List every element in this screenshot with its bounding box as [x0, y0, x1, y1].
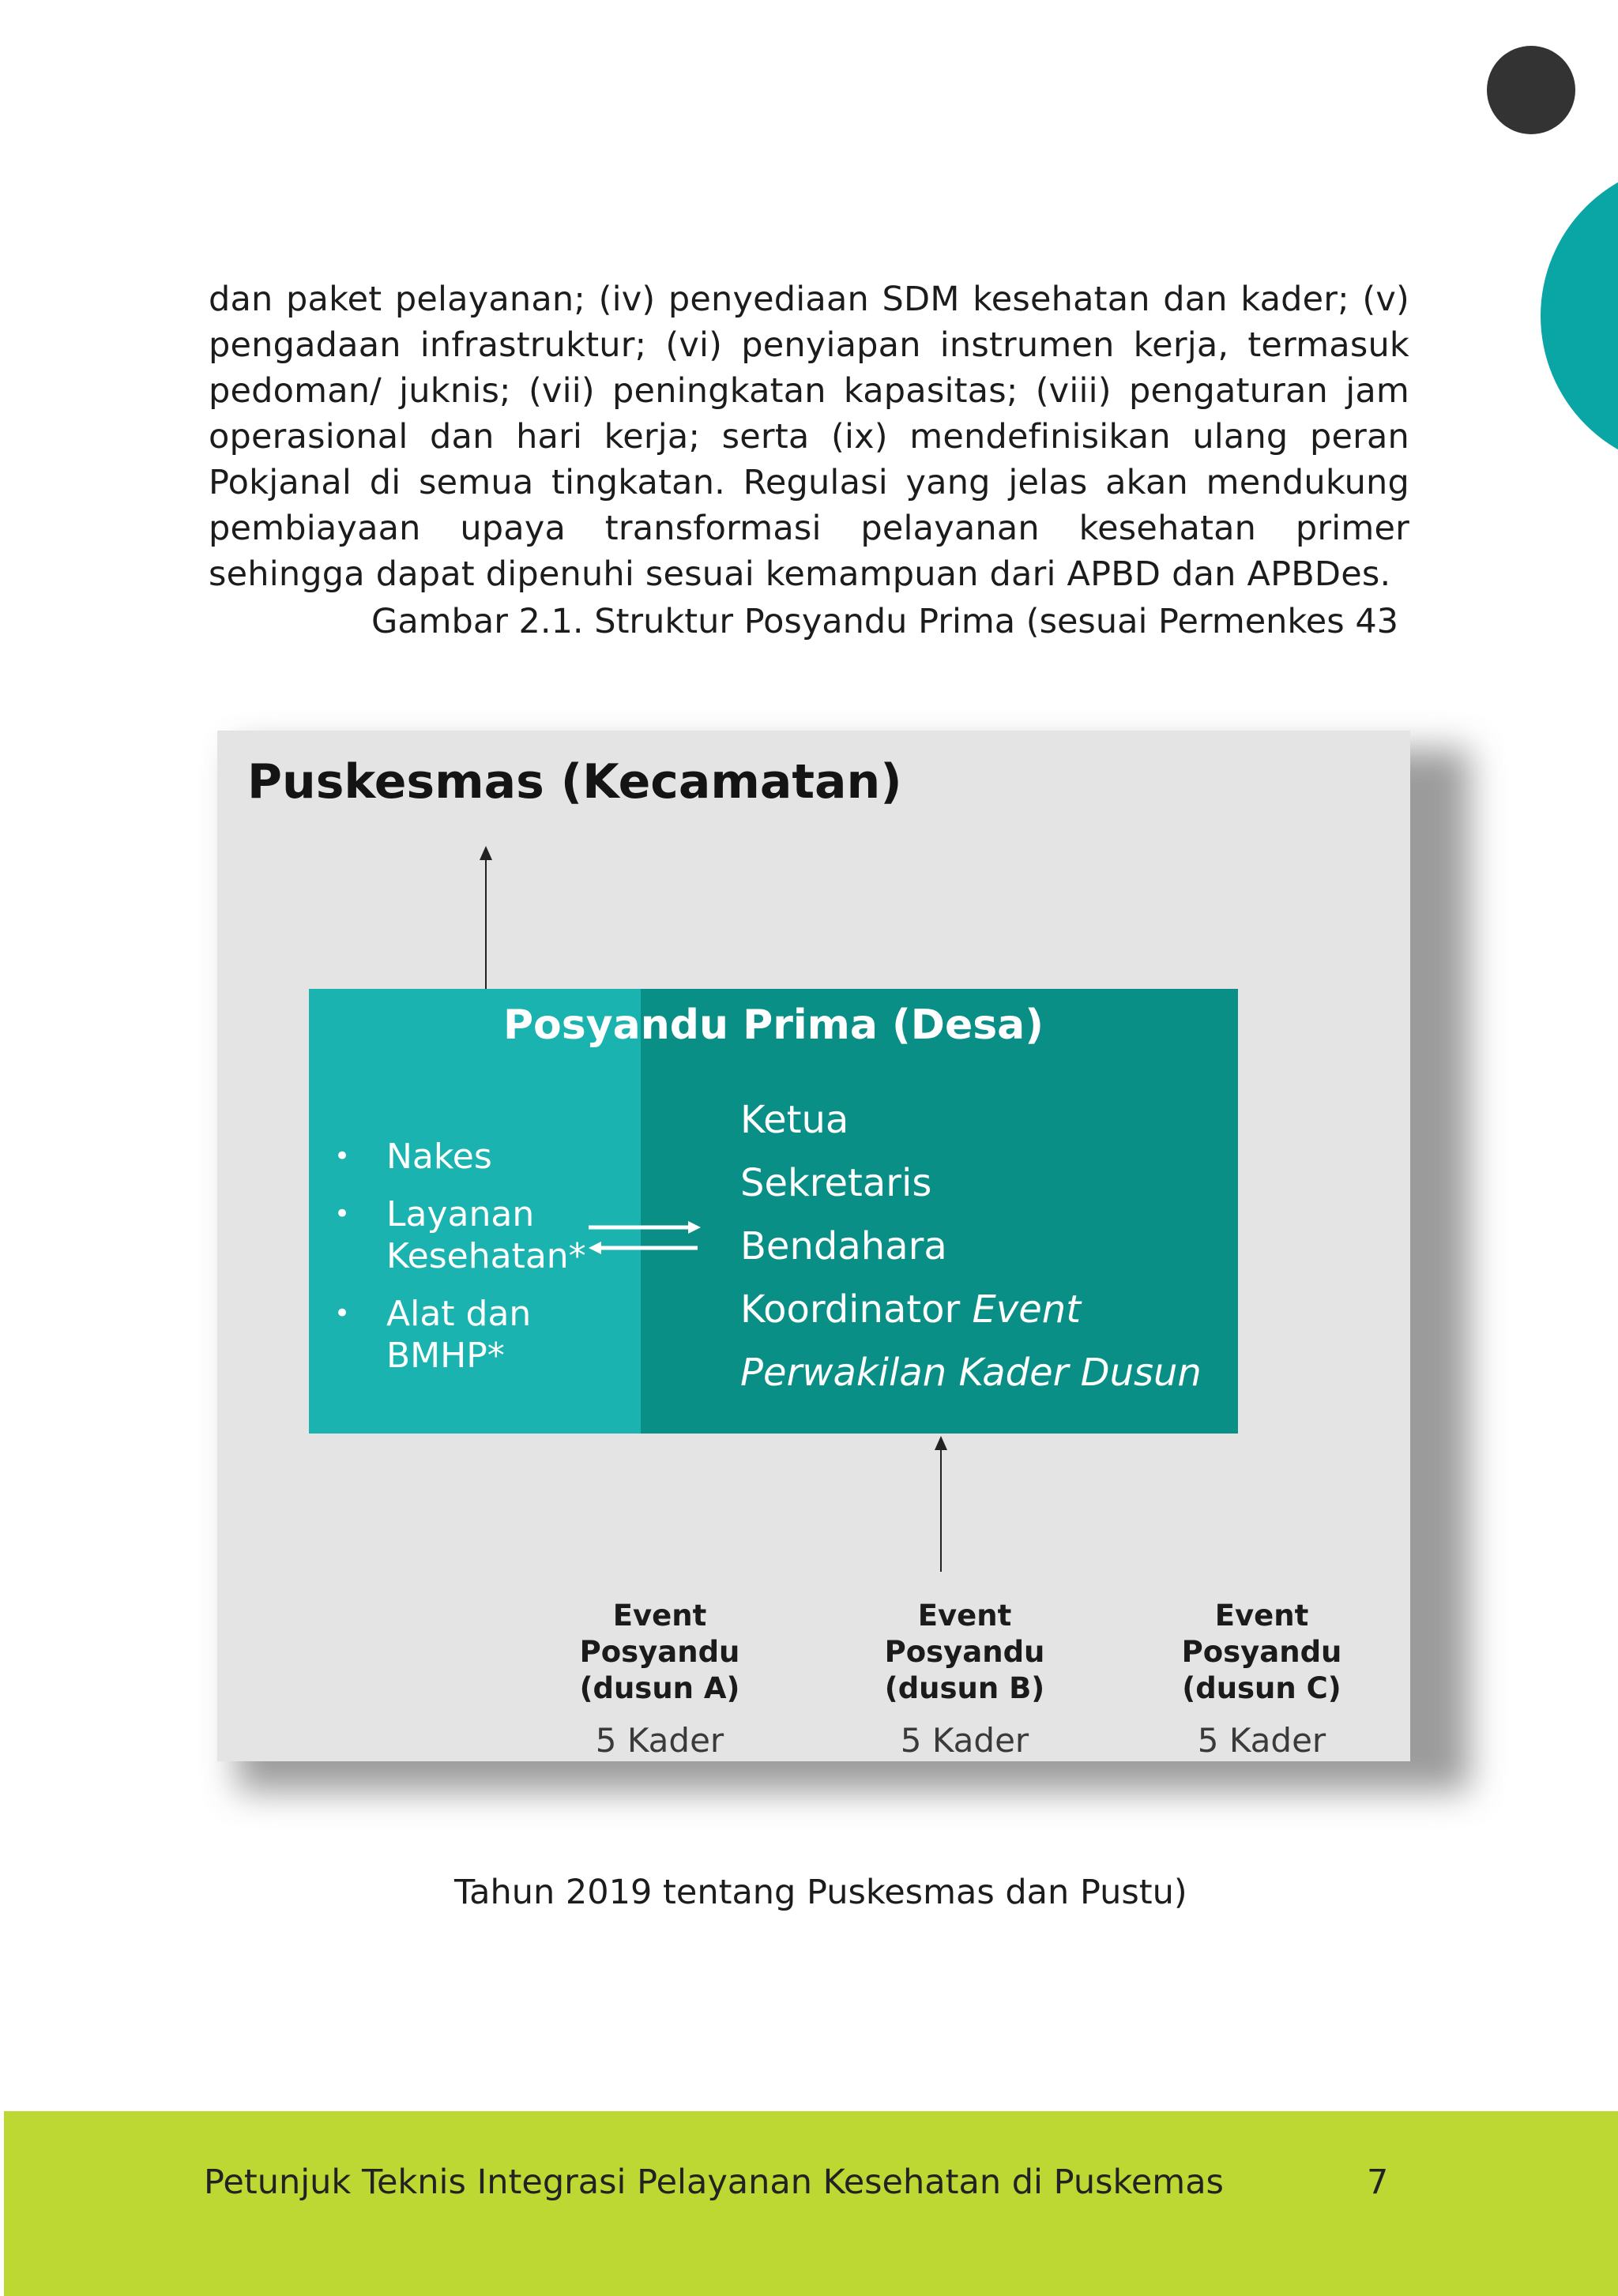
event-dusun-b [838, 1598, 1091, 1761]
event-name-dusun-b: Event Posyandu (dusun B) [884, 1599, 1045, 1705]
event-kader-dusun-b: 5 Kader [900, 1721, 1029, 1760]
resource-item-layanan: • Layanan Kesehatan* [323, 1193, 586, 1277]
arrow-line-to-posyandu [940, 1449, 942, 1572]
role-koordinator-event [740, 1278, 1202, 1341]
event-name-dusun-c: Event Posyandu (dusun C) [1181, 1599, 1342, 1705]
decorative-dark-circle [1487, 46, 1575, 134]
role-perwakilan-kader-text: Perwakilan Kader Dusun [740, 1351, 1202, 1395]
posyandu-prima-title: Posyandu Prima (Desa) [502, 1001, 1044, 1049]
resource-item-alat: • Alat dan BMHP* [323, 1293, 586, 1377]
figure-caption-line-2: Tahun 2019 tentang Puskesmas dan Pustu) [454, 1873, 1187, 1912]
resource-item-nakes: • Nakes [323, 1136, 586, 1178]
role-sekretaris: Sekretaris [740, 1161, 932, 1205]
role-perwakilan-kader [740, 1341, 1202, 1404]
arrow-line-to-puskesmas [485, 859, 487, 990]
role-koordinator-prefix: Koordinator [740, 1287, 973, 1332]
posyandu-structure-figure [217, 731, 1410, 1761]
figure-caption-line-1: Gambar 2.1. Struktur Posyandu Prima (sesuai Permenkes 43 [371, 602, 1399, 641]
role-koordinator-event-word: Event [972, 1287, 1082, 1332]
role-bendahara: Bendahara [740, 1224, 947, 1268]
event-dusun-a [533, 1598, 786, 1761]
posyandu-prima-box [309, 989, 1238, 1434]
management-roles-list [740, 1088, 1202, 1404]
puskesmas-title: Puskesmas (Kecamatan) [247, 754, 902, 810]
role-ketua: Ketua [740, 1098, 849, 1142]
resources-list [323, 1136, 586, 1392]
decorative-teal-half-circle [1541, 162, 1618, 470]
event-name-dusun-a: Event Posyandu (dusun A) [579, 1599, 740, 1705]
body-paragraph: dan paket pelayanan; (iv) penyediaan SDM kesehatan dan kader; (v) pengadaan infrastruktur; (vi) penyiapan instrumen kerja, termasuk pedoman/ juknis; (vii) peningkatan kapasitas; (viii) pengaturan jam operasional dan hari kerja; serta (ix) mendefinisikan ulang peran Pokjanal di semua tingkatan. Regulasi yang jelas akan mendukung pembiayaan upaya transformasi pelayanan kesehatan primer sehingga dapat dipenuhi sesuai kemampuan dari APBD dan APBDes. [209, 280, 1409, 594]
footer-title: Petunjuk Teknis Integrasi Pelayanan Kesehatan di Puskemas [204, 2163, 1224, 2202]
event-kader-dusun-c: 5 Kader [1197, 1721, 1326, 1760]
footer-bar [4, 2111, 1618, 2296]
page-number: 7 [1367, 2163, 1389, 2202]
event-kader-dusun-a: 5 Kader [595, 1721, 724, 1760]
event-dusun-c [1135, 1598, 1388, 1761]
bidirectional-arrow-icon [585, 1214, 704, 1261]
